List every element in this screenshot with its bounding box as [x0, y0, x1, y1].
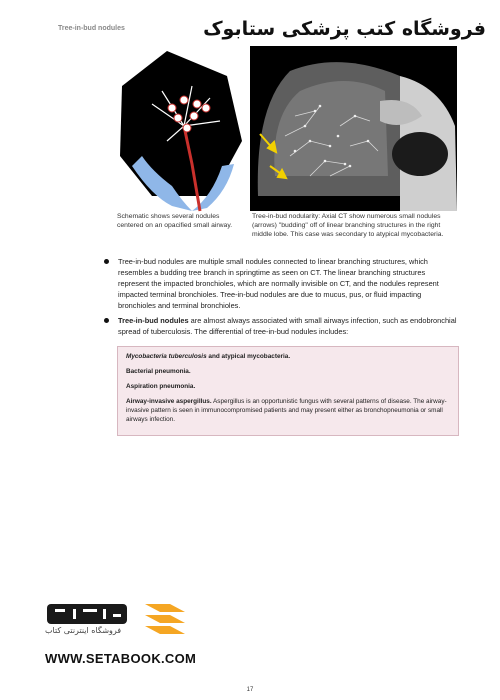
bullet-item [104, 256, 458, 311]
ddx-item: Aspiration pneumonia. [126, 383, 196, 390]
setabook-logo [25, 598, 190, 648]
bullet-lead: Tree-in-bud nodules [118, 316, 189, 325]
logo-url: WWW.SETABOOK.COM [45, 651, 197, 666]
store-banner: فروشگاه کتب پزشکی ستابوک [203, 18, 486, 40]
ddx-item [118, 397, 458, 424]
logo-tagline: فروشگاه اینترنتی کتاب [45, 626, 122, 635]
bullet-dot-icon [104, 259, 109, 264]
ddx-item: Bacterial pneumonia. [126, 368, 191, 375]
ddx-item [118, 352, 458, 361]
bullet-list [104, 256, 458, 341]
bullet-text: are almost always associated with small airways infection, such as endobronchial spread of tuberculosis. The differential of tree-in-bud nodules includes: [118, 316, 457, 336]
section-title: Tree-in-bud nodules [58, 25, 125, 32]
schematic-figure [112, 46, 246, 216]
differential-box [117, 346, 459, 436]
schematic-caption: Schematic shows several nodules centered on an opacified small airway. [117, 213, 233, 229]
bullet-item [104, 315, 458, 337]
ddx-item-bold: Airway-invasive aspergillus. [126, 398, 212, 405]
ddx-item-rest: Aspergillus is an opportunistic fungus with several patterns of disease. The airway-invasive pattern is seen in immunocompromised patients and may present either as bronchopneumonia or small airways infection. [126, 398, 447, 423]
bullet-text: Tree-in-bud nodules are multiple small nodules connected to linear branching structures, which resembles a budding tree branch in springtime as seen on CT. The linear branching structures represent the impacted bronchioles, which are normally invisible on CT, and the nodules represent impacted terminal bronchioles. Tree-in-bud nodules are due to mucus, pus, or fluid impacting bronchioles and terminal bronchioles. [118, 257, 439, 310]
ct-caption: Tree-in-bud nodularity: Axial CT show numerous small nodules (arrows) "budding" off of linear branching structures in the right middle lobe. This case was secondary to atypical mycobacteria. [252, 213, 444, 238]
ct-image [250, 46, 457, 211]
bullet-dot-icon [104, 318, 109, 323]
page-number: 17 [246, 687, 254, 693]
ddx-item-rest: and atypical mycobacteria. [206, 353, 291, 360]
ddx-item-italic: Mycobacteria tuberculosis [126, 353, 207, 360]
